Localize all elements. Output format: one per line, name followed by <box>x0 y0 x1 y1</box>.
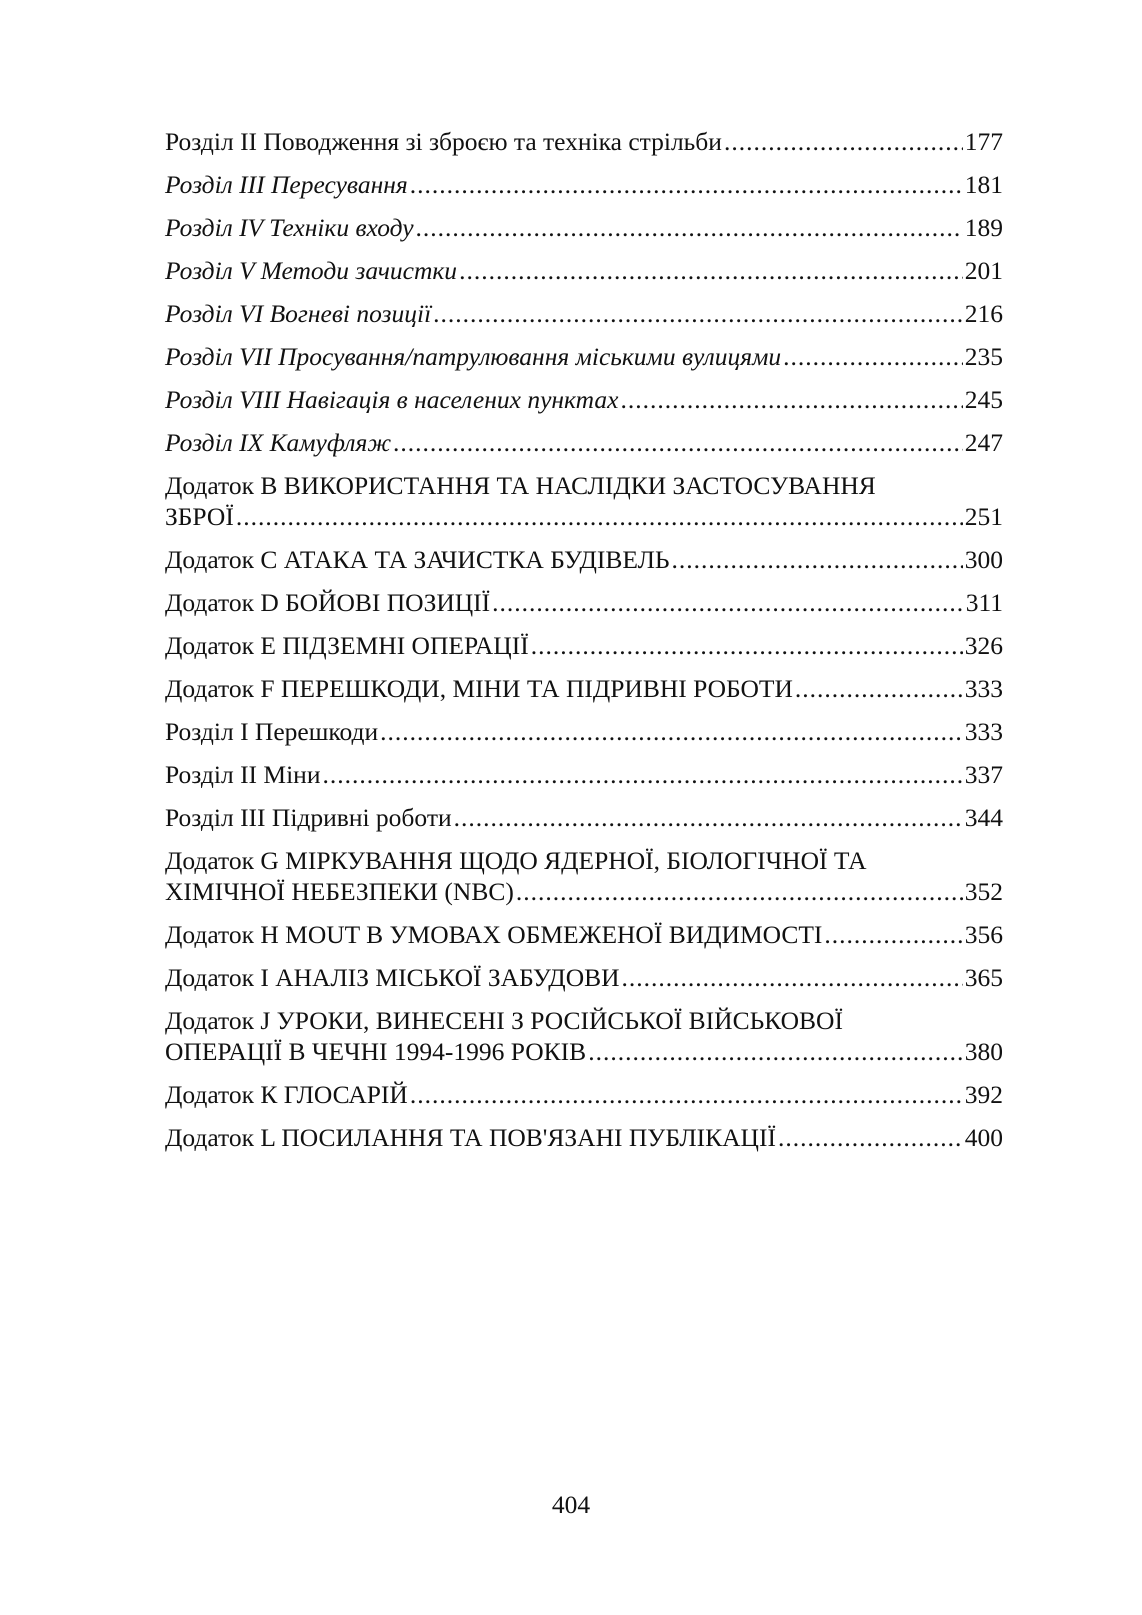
toc-entry <box>165 587 1003 618</box>
toc-entry <box>165 1079 1003 1110</box>
toc-leader-dots <box>795 673 963 704</box>
toc-entry-title: ОПЕРАЦІЇ В ЧЕЧНІ 1994-1996 РОКІВ <box>165 1037 587 1066</box>
toc-entry-title: Розділ ІІ Міни <box>165 760 321 789</box>
toc-entry <box>165 341 1003 372</box>
toc-entry <box>165 255 1003 286</box>
toc-entry-page: 356 <box>964 920 1003 949</box>
toc-leader-dots <box>454 802 963 833</box>
toc-entry-page: 245 <box>964 385 1003 414</box>
toc-entry-page: 380 <box>964 1037 1003 1066</box>
toc-entry-page: 235 <box>964 342 1003 371</box>
toc-entry-title: Додаток F ПЕРЕШКОДИ, МІНИ ТА ПІДРИВНІ РОБОТИ <box>165 674 793 703</box>
toc-leader-dots <box>410 1079 963 1110</box>
toc-entry-title-line1: Додаток G МІРКУВАННЯ ЩОДО ЯДЕРНОЇ, БІОЛОГІЧНОЇ ТА <box>165 846 867 875</box>
toc-leader-dots <box>783 341 963 372</box>
toc-entry-page: 216 <box>964 299 1003 328</box>
toc-entry-page: 337 <box>964 760 1003 789</box>
toc-entry-title: Розділ ІІІ Пересування <box>165 170 408 199</box>
toc-entry <box>165 544 1003 575</box>
toc-entry-page: 392 <box>964 1080 1003 1109</box>
toc-leader-dots <box>410 169 963 200</box>
toc-entry <box>165 962 1003 993</box>
toc-leader-dots <box>824 919 962 950</box>
toc-entry-title: Розділ ІІ Поводження зі зброєю та техніка стрільби <box>165 127 722 156</box>
toc-entry-title: ЗБРОЇ <box>165 502 234 531</box>
toc-entry-title: Розділ VII Просування/патрулювання міськими вулицями <box>165 342 782 371</box>
toc-leader-dots <box>322 759 962 790</box>
toc-entry <box>165 298 1003 329</box>
toc-leader-dots <box>778 1122 963 1153</box>
toc-leader-dots <box>588 1036 963 1067</box>
toc-leader-dots <box>393 427 963 458</box>
toc-leader-dots <box>236 501 963 532</box>
toc-leader-dots <box>416 212 963 243</box>
toc-entry-page: 201 <box>964 256 1003 285</box>
toc-entry <box>165 845 1003 907</box>
toc-entry <box>165 1005 1003 1067</box>
toc-leader-dots <box>433 298 963 329</box>
toc-entry <box>165 470 1003 532</box>
toc-entry <box>165 716 1003 747</box>
toc-leader-dots <box>620 384 962 415</box>
toc-entry <box>165 759 1003 790</box>
toc-entry-page: 177 <box>964 127 1003 156</box>
toc-entry-page: 365 <box>964 963 1003 992</box>
toc-leader-dots <box>531 630 963 661</box>
toc-leader-dots <box>622 962 963 993</box>
toc-entry <box>165 427 1003 458</box>
toc-entry-title: Додаток L ПОСИЛАННЯ ТА ПОВ'ЯЗАНІ ПУБЛІКАЦІЇ <box>165 1123 776 1152</box>
toc-entry-title: ХІМІЧНОЇ НЕБЕЗПЕКИ (NBC) <box>165 877 514 906</box>
toc-entry-page: 189 <box>964 213 1003 242</box>
toc-entry-title: Додаток H MOUT В УМОВАХ ОБМЕЖЕНОЇ ВИДИМОСТІ <box>165 920 823 949</box>
table-of-contents <box>165 126 1003 1165</box>
toc-entry-title: Розділ ІІІ Підривні роботи <box>165 803 452 832</box>
toc-entry-title: Додаток К ГЛОСАРІЙ <box>165 1080 408 1109</box>
toc-entry-page: 333 <box>964 717 1003 746</box>
toc-leader-dots <box>672 544 963 575</box>
toc-entry-page: 181 <box>964 170 1003 199</box>
toc-leader-dots <box>724 126 963 157</box>
toc-leader-dots <box>516 876 963 907</box>
toc-entry-page: 400 <box>964 1123 1003 1152</box>
toc-entry-page: 247 <box>964 428 1003 457</box>
toc-entry-page: 333 <box>964 674 1003 703</box>
toc-entry-title: Розділ V Методи зачистки <box>165 256 458 285</box>
toc-entry-title-line1: Додаток J УРОКИ, ВИНЕСЕНІ З РОСІЙСЬКОЇ ВІЙСЬКОВОЇ <box>165 1006 843 1035</box>
toc-entry <box>165 1122 1003 1153</box>
toc-entry <box>165 384 1003 415</box>
toc-leader-dots <box>380 716 963 747</box>
toc-entry-title: Додаток І АНАЛІЗ МІСЬКОЇ ЗАБУДОВИ <box>165 963 620 992</box>
toc-entry-title: Додаток Е ПІДЗЕМНІ ОПЕРАЦІЇ <box>165 631 529 660</box>
toc-entry <box>165 169 1003 200</box>
toc-entry-page: 300 <box>964 545 1003 574</box>
toc-entry-page: 344 <box>964 803 1003 832</box>
toc-entry-title: Додаток D БОЙОВІ ПОЗИЦІЇ <box>165 588 491 617</box>
toc-entry-title: Розділ VIII Навігація в населених пунктах <box>165 385 619 414</box>
toc-entry-title: Розділ І Перешкоди <box>165 717 379 746</box>
toc-entry-page: 251 <box>964 502 1003 531</box>
toc-entry-title: Розділ IV Техніки входу <box>165 213 414 242</box>
toc-entry <box>165 630 1003 661</box>
toc-entry-title: Розділ IX Камуфляж <box>165 428 392 457</box>
toc-entry-page: 311 <box>965 588 1003 617</box>
toc-entry-page: 326 <box>964 631 1003 660</box>
toc-entry <box>165 802 1003 833</box>
toc-entry <box>165 673 1003 704</box>
page-number: 404 <box>551 1490 591 1519</box>
toc-entry-page: 352 <box>964 877 1003 906</box>
toc-entry-title-line1: Додаток В ВИКОРИСТАННЯ ТА НАСЛІДКИ ЗАСТОСУВАННЯ <box>165 471 876 500</box>
toc-entry-title: Розділ VI Вогневі позиції <box>165 299 432 328</box>
toc-entry-title: Додаток С АТАКА ТА ЗАЧИСТКА БУДІВЕЛЬ <box>165 545 670 574</box>
toc-leader-dots <box>459 255 963 286</box>
toc-entry <box>165 126 1003 157</box>
toc-entry <box>165 919 1003 950</box>
toc-leader-dots <box>492 587 964 618</box>
toc-entry <box>165 212 1003 243</box>
